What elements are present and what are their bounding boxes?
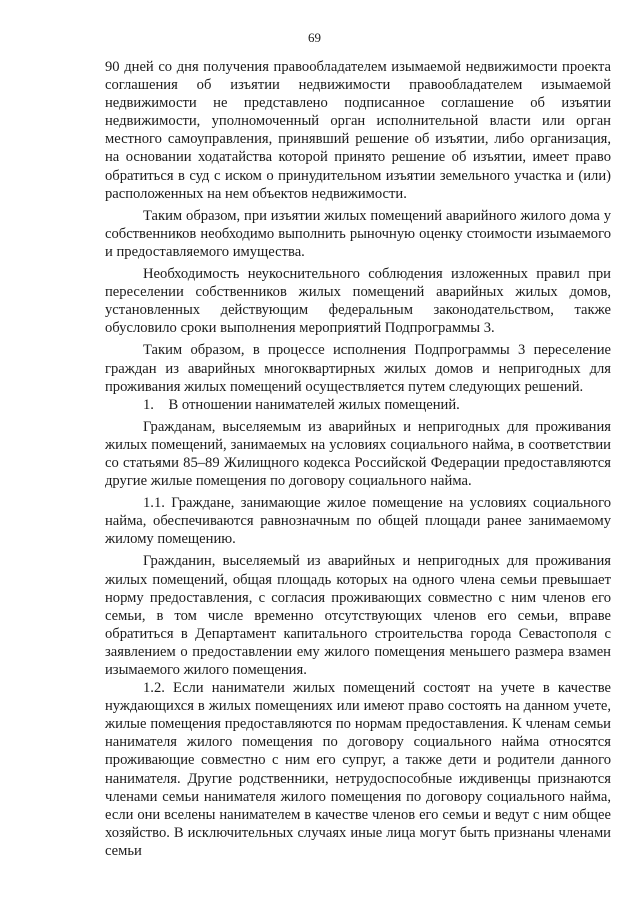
paragraph-smaller-dwelling: Гражданин, выселяемый из аварийных и непригодных для проживания жилых помещений, общая площадь которых на одного члена семьи превышает норму предоставления, с согласия проживающих совместно с ним членов его семьи, в том числе временно отсутствующих членов его семьи, вправе обратиться в Департамент капитального строительства города Севастополя с заявлением о предоставлении ему жилого помещения меньшего размера взамен изымаемого жилого помещения. xyxy=(105,553,611,678)
paragraph-social-tenancy: Гражданам, выселяемым из аварийных и непригодных для проживания жилых помещений, занимаемых на условиях социального найма, в соответствии со статьями 85–89 Жилищного кодекса Российской Федерации предоставляются другие жилые помещения по договору социального найма. xyxy=(105,418,611,490)
paragraph-market-valuation: Таким образом, при изъятии жилых помещений аварийного жилого дома у собственников необходимо выполнить рыночную оценку стоимости изымаемого и предоставляемого имущества. xyxy=(105,207,611,260)
paragraph-item-1-2: 1.2. Если наниматели жилых помещений состоят на учете в качестве нуждающихся в жилых помещениях или имеют право состоять на данном учете, жилые помещения предоставляются по нормам предоставления. К членам семьи нанимателя жилого помещения по договору социального найма относятся проживающие совместно с ним его супруг, а также дети и родители данного нанимателя. Другие родственники, нетрудоспособные иждивенцы признаются членами семьи нанимателя жилого помещения по договору социального найма, если они вселены нанимателем в качестве членов его семьи и ведут с ним общее хозяйство. В исключительных случаях иные лица могут быть признаны членами семьи xyxy=(105,680,611,859)
paragraph-item-1-1: 1.1. Граждане, занимающие жилое помещение на условиях социального найма, обеспечиваются равнозначным по общей площади ранее занимаемому жилому помещению. xyxy=(105,495,611,548)
paragraph-resettlement-solutions: Таким образом, в процессе исполнения Подпрограммы 3 переселение граждан из аварийных многоквартирных жилых домов и непригодных для проживания жилых помещений осуществляется путем следующих решений. xyxy=(105,342,611,395)
page-number: 69 xyxy=(308,30,321,45)
paragraph-court-claim: 90 дней со дня получения правообладателем изымаемой недвижимости проекта соглашения об изъятии недвижимости правообладателем изымаемой недвижимости не представлено подписанное соглашение об изъятии недвижимости, уполномоченный орган исполнительной власти или орган местного самоуправления, принявший решение об изъятии, либо организация, на основании ходатайства которой принято решение об изъятии, имеет право обратиться в суд с иском о принудительном изъятии земельного участка и (или) расположенных на нем объектов недвижимости. xyxy=(105,59,611,202)
paragraph-compliance: Необходимость неукоснительного соблюдения изложенных правил при переселении собственников жилых помещений аварийных жилых домов, установленных действующим федеральным законодательством, также обусловило сроки выполнения мероприятий Подпрограммы 3. xyxy=(105,266,611,337)
section-heading-tenants: 1. В отношении нанимателей жилых помещений. xyxy=(143,396,460,413)
document-body xyxy=(105,58,611,860)
